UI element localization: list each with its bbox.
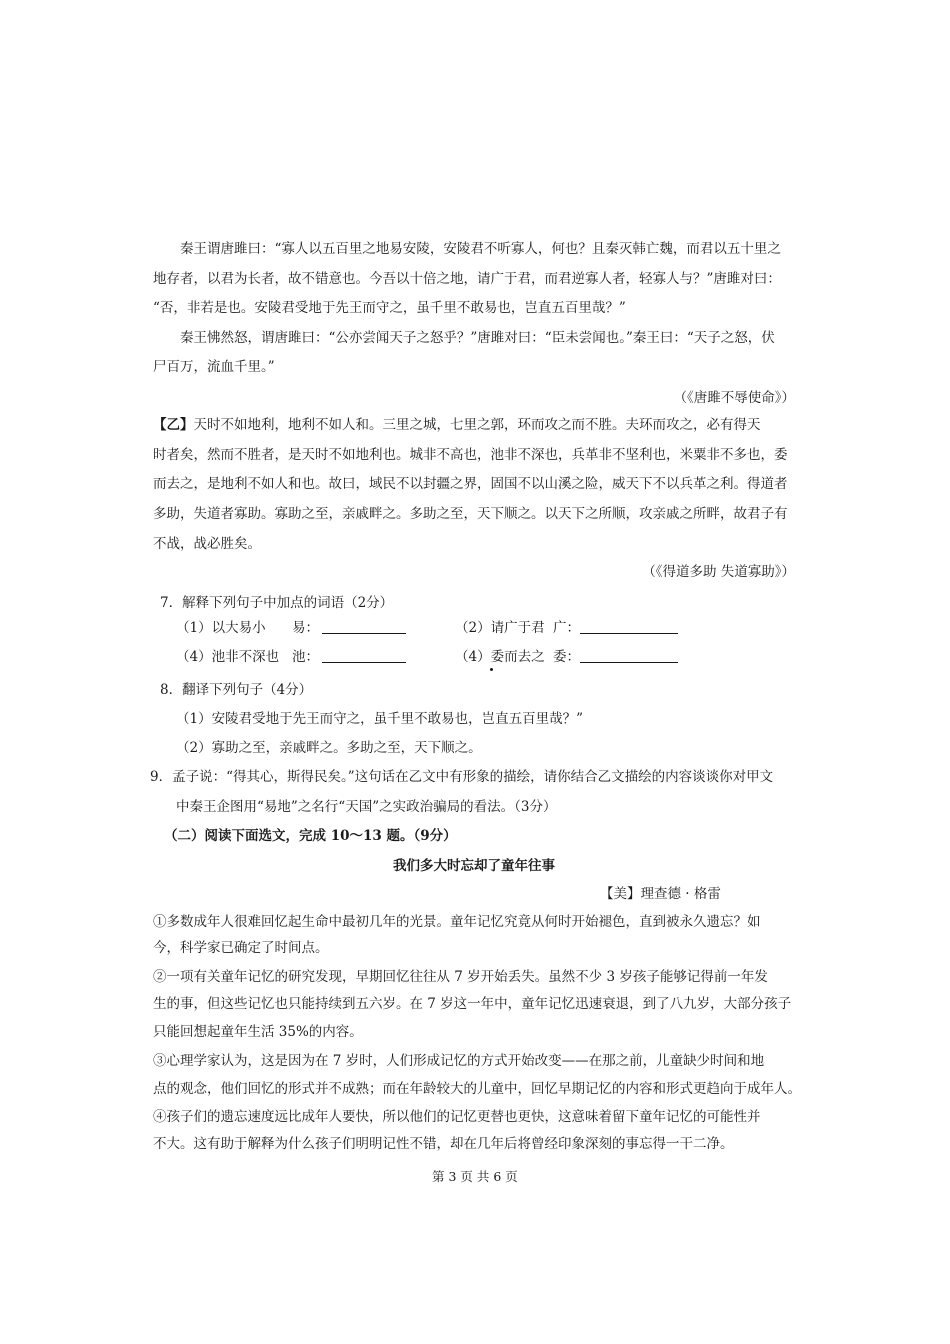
q7-item1-answer-blank[interactable]	[322, 633, 406, 634]
q7-item4-sentence: （4）委而去之	[455, 649, 545, 665]
q7-item3-answer-blank[interactable]	[322, 662, 406, 663]
article-p1-line2: 今，科学家已确定了时间点。	[153, 940, 329, 956]
article-p2-line1: ②一项有关童年记忆的研究发现，早期回忆往往从 7 岁开始丢失。虽然不少 3 岁孩子能够记得前一年发	[153, 969, 768, 985]
article-p4-line2: 不大。这有助于解释为什么孩子们明明记性不错，却在几年后将曾经印象深刻的事忘得一干二净。	[153, 1136, 734, 1152]
jia-p1-line1: 秦王谓唐雎曰：“寡人以五百里之地易安陵，安陵君不听寡人，何也？且秦灭韩亡魏，而君以五十里之	[180, 241, 781, 257]
article-author: 【美】理查德 · 格雷	[600, 886, 721, 902]
emphasis-dot	[490, 668, 493, 671]
article-p2-line2: 生的事，但这些记忆也只能持续到五六岁。在 7 岁这一年中，童年记忆迅速衰退，到了八九岁，大部分孩子	[153, 996, 792, 1012]
section2-heading: （二）阅读下面选文，完成 10～13 题。（9分）	[164, 828, 457, 844]
q7-item4-word: 委：	[553, 649, 580, 665]
yi-passage-line1	[153, 415, 761, 435]
jia-source: （《唐雎不辱使命》）	[673, 390, 795, 406]
page-footer: 第 3 页 共 6 页	[432, 1169, 518, 1184]
q9-line2: 中秦王企图用“易地”之名行“天国”之实政治骗局的看法。（3分）	[176, 799, 557, 815]
article-p3-line1: ③心理学家认为，这是因为在 7 岁时，人们形成记忆的方式开始改变——在那之前，儿童缺少时间和地	[153, 1053, 765, 1069]
q8-stem: 8．翻译下列句子（4分）	[160, 682, 313, 698]
q8-item1: （1）安陵君受地于先王而守之，虽千里不敢易也，岂直五百里哉？”	[176, 711, 583, 727]
yi-passage-line5: 不战，战必胜矣。	[153, 536, 261, 552]
article-title: 我们多大时忘却了童年往事	[393, 858, 555, 874]
article-p1-line1: ①多数成年人很难回忆起生命中最初几年的光景。童年记忆究竟从何时开始褪色，直到被永久遗忘？如	[153, 914, 761, 930]
article-p4-line1: ④孩子们的遗忘速度远比成年人要快，所以他们的记忆更替也更快，这意味着留下童年记忆的可能性并	[153, 1109, 761, 1125]
q7-item4-answer-blank[interactable]	[580, 662, 678, 663]
q8-item2: （2）寡助之至，亲戚畔之。多助之至，天下顺之。	[176, 740, 482, 756]
jia-p1-line2: 地存者，以君为长者，故不错意也。今吾以十倍之地，请广于君，而君逆寡人者，轻寡人与？”唐雎对曰：	[153, 271, 781, 287]
q7-item2-answer-blank[interactable]	[580, 633, 678, 634]
q7-item2-sentence: （2）请广于君	[455, 620, 545, 636]
q7-item2-word: 广：	[553, 620, 580, 636]
yi-passage-line4: 多助，失道者寡助。寡助之至，亲戚畔之。多助之至，天下顺之。以天下之所顺，攻亲戚之所畔，故君子有	[153, 506, 788, 522]
q9-line1: 9．孟子说：“得其心，斯得民矣。”这句话在乙文中有形象的描绘，请你结合乙文描绘的内容谈谈你对甲文	[150, 769, 774, 785]
q7-item3-word: 池：	[292, 649, 319, 665]
yi-line1-text: 天时不如地利，地利不如人和。三里之城，七里之郭，环而攻之而不胜。夫环而攻之，必有得天	[193, 417, 761, 433]
q7-stem: 7．解释下列句子中加点的词语（2分）	[160, 595, 394, 611]
q7-item1-sentence: （1）以大易小	[176, 620, 266, 636]
q7-item3-sentence: （4）池非不深也	[176, 649, 280, 665]
yi-label: 【乙】	[153, 417, 194, 433]
jia-p2-line2: 尸百万，流血千里。”	[153, 359, 275, 375]
q7-item1-word: 易：	[292, 620, 319, 636]
yi-source: （《得道多助 失道寡助》）	[642, 564, 795, 580]
jia-p1-line3: “否，非若是也。安陵君受地于先王而守之，虽千里不敢易也，岂直五百里哉？”	[153, 300, 626, 316]
yi-passage-line3: 而去之，是地利不如人和也。故曰，域民不以封疆之界，固国不以山溪之险，威天下不以兵革之利。得道者	[153, 476, 788, 492]
article-p3-line2: 点的观念，他们回忆的形式并不成熟；而在年龄较大的儿童中，回忆早期记忆的内容和形式更趋向于成年人。	[153, 1081, 801, 1097]
yi-passage-line2: 时者矣，然而不胜者，是天时不如地利也。城非不高也，池非不深也，兵革非不坚利也，米粟非不多也，委	[153, 447, 788, 463]
article-p2-line3: 只能回想起童年生活 35%的内容。	[153, 1024, 363, 1040]
jia-p2-line1: 秦王怫然怒，谓唐雎曰：“公亦尝闻天子之怒乎？”唐雎对曰：“臣未尝闻也。”秦王曰：“天子之怒，伏	[180, 330, 775, 346]
